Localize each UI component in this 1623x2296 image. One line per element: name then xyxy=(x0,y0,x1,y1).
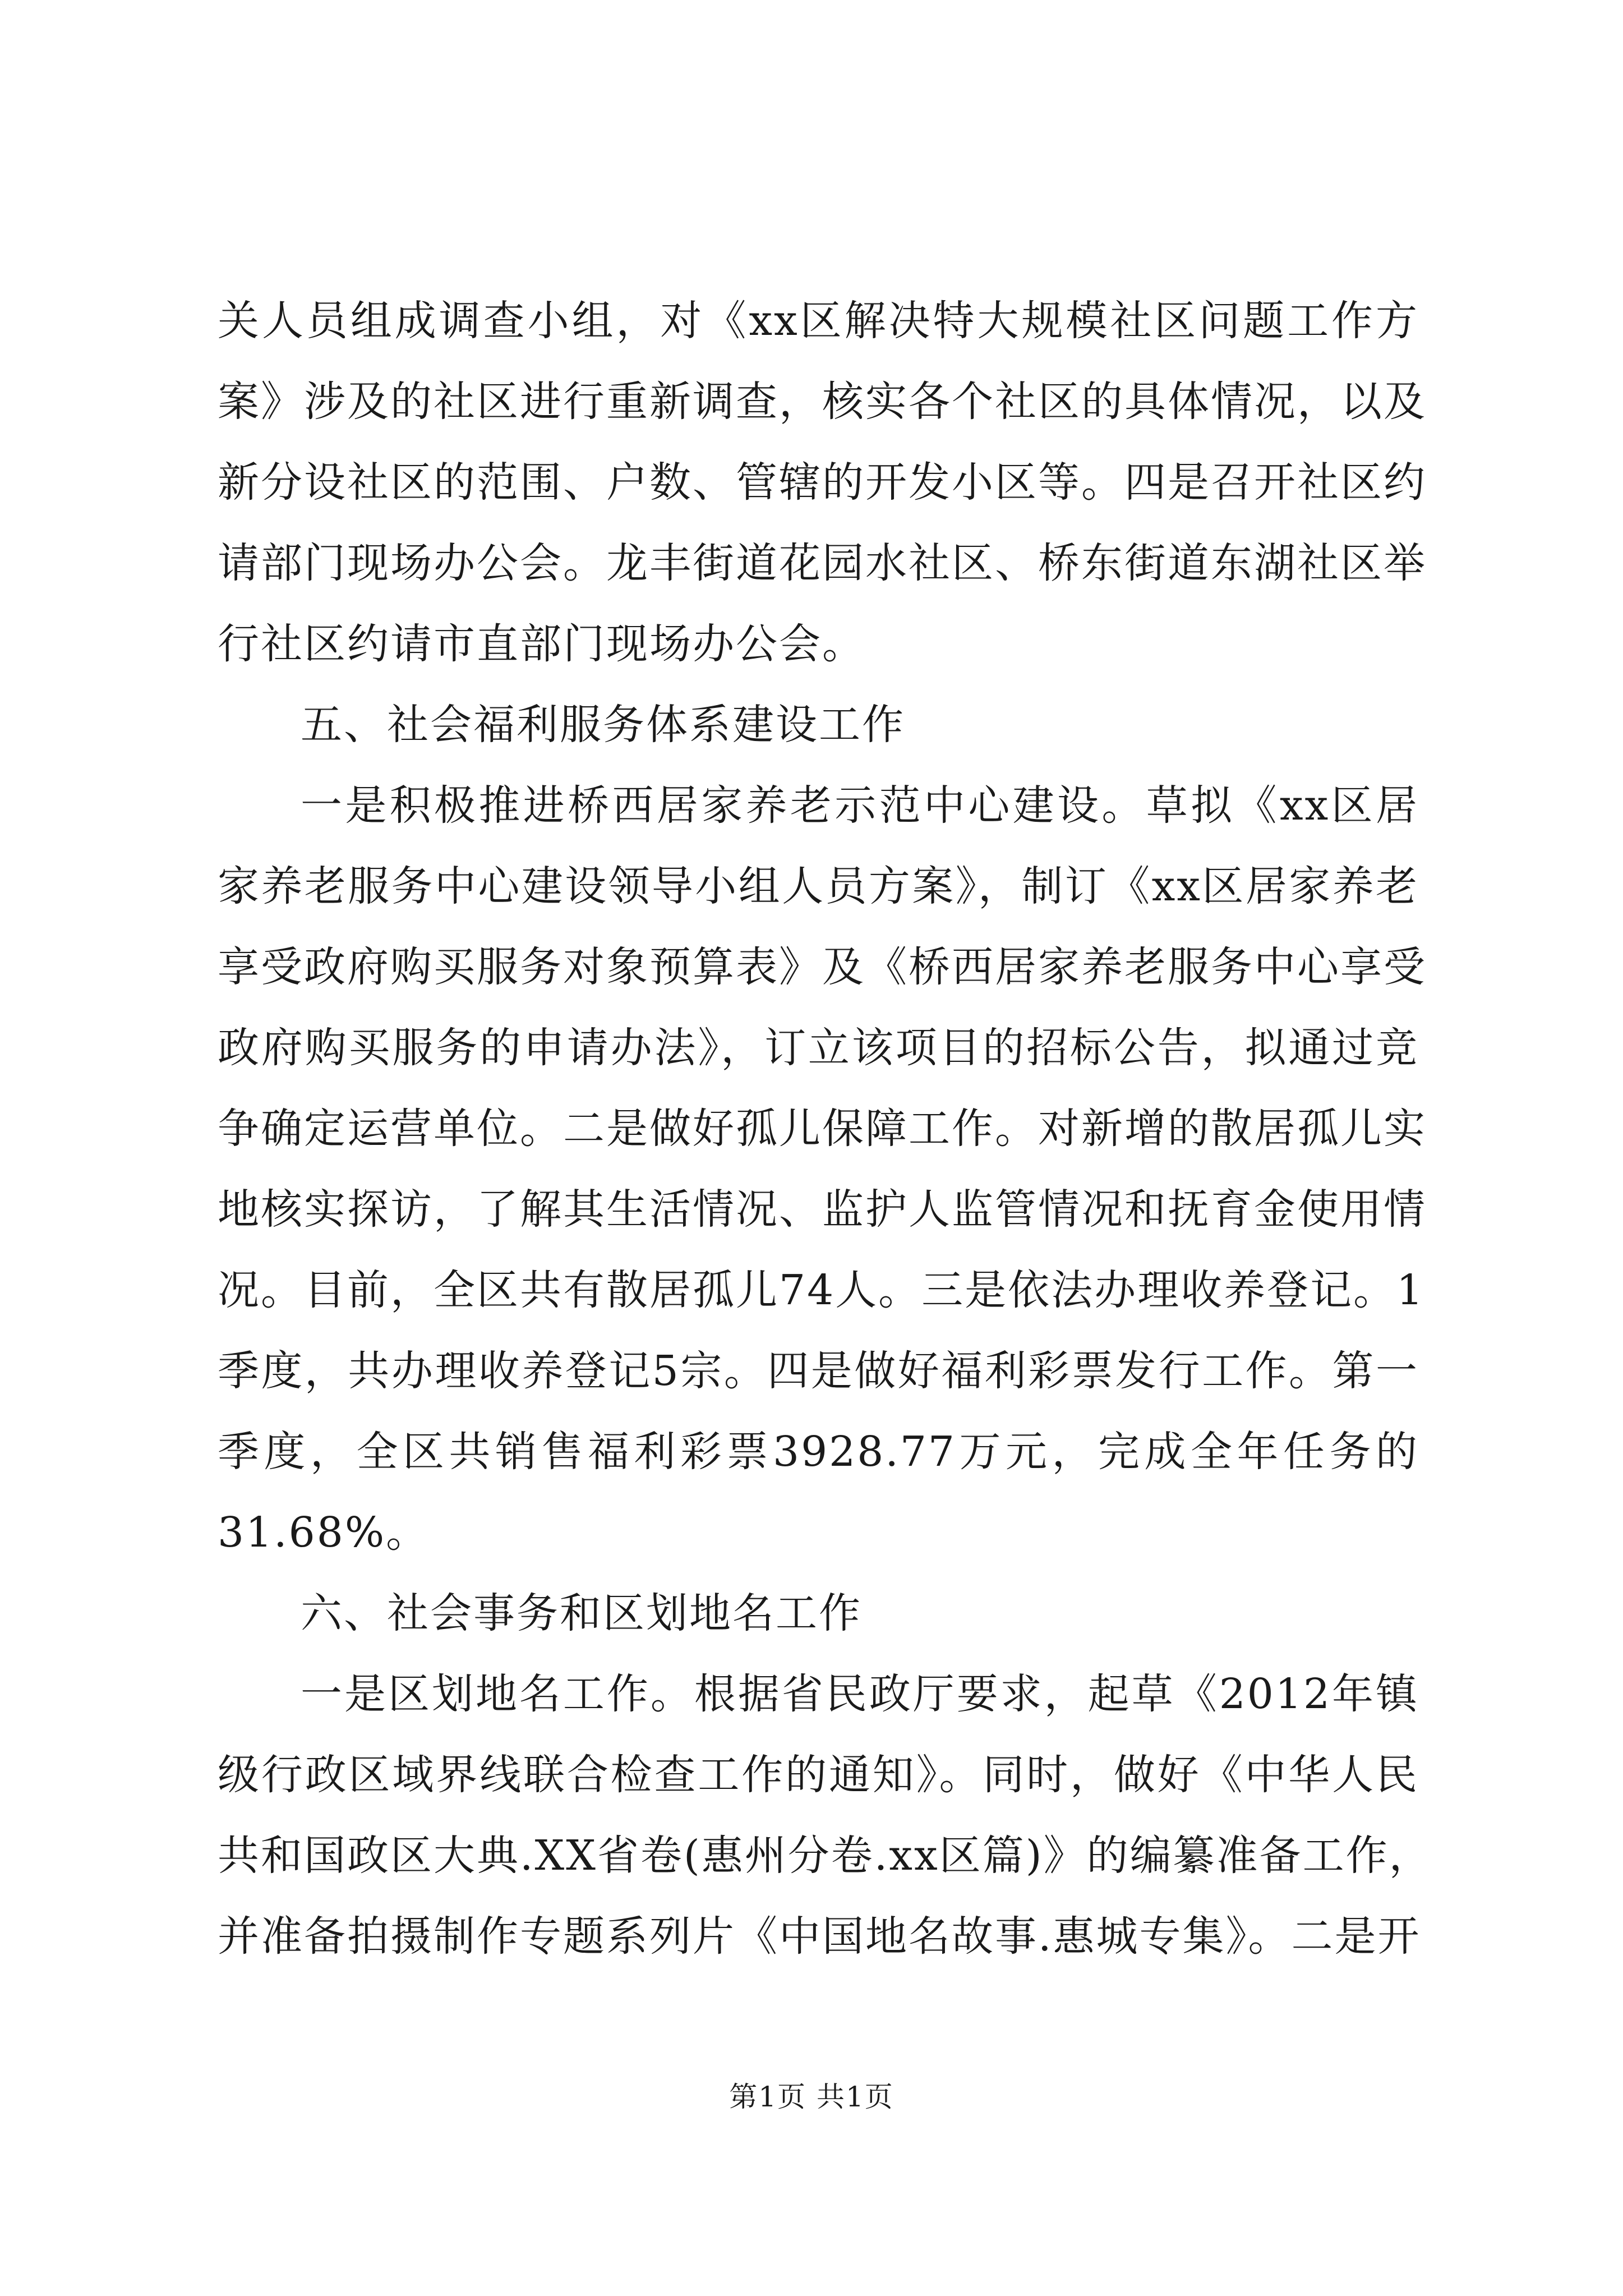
paragraph-line: 并准备拍摄制作专题系列片《中国地名故事.惠城专集》。二是开 xyxy=(218,1912,1421,1961)
paragraph-line: 行社区约请市直部门现场办公会。 xyxy=(218,620,865,668)
page-footer xyxy=(0,2080,1623,2114)
paragraph-line: 争确定运营单位。二是做好孤儿保障工作。对新增的散居孤儿实 xyxy=(218,1105,1427,1153)
paragraph-line: 政府购买服务的申请办法》，订立该项目的招标公告，拟通过竞 xyxy=(218,1024,1419,1072)
paragraph-line: 季度，共办理收养登记5宗。四是做好福利彩票发行工作。第一 xyxy=(218,1347,1419,1395)
paragraph-line: 案》涉及的社区进行重新调查，核实各个社区的具体情况，以及 xyxy=(218,378,1427,426)
page-number-label: 第1页 共1页 xyxy=(729,2081,894,2113)
paragraph-line: 级行政区域界线联合检查工作的通知》。同时，做好《中华人民 xyxy=(218,1751,1419,1799)
paragraph-line: 一是积极推进桥西居家养老示范中心建设。草拟《xx区居 xyxy=(301,781,1419,830)
paragraph-line: 共和国政区大典.XX省卷(惠州分卷.xx区篇)》的编纂准备工作， xyxy=(218,1832,1432,1880)
paragraph-line: 季度，全区共销售福利彩票3928.77万元，完成全年任务的 xyxy=(218,1428,1419,1476)
paragraph-line: 地核实探访，了解其生活情况、监护人监管情况和抚育金使用情 xyxy=(218,1185,1427,1234)
paragraph-line: 况。目前，全区共有散居孤儿74人。三是依法办理收养登记。1 xyxy=(218,1266,1425,1314)
paragraph-line: 请部门现场办公会。龙丰街道花园水社区、桥东街道东湖社区举 xyxy=(218,539,1427,587)
paragraph-line: 享受政府购买服务对象预算表》及《桥西居家养老服务中心享受 xyxy=(218,943,1427,991)
paragraph-line: 家养老服务中心建设领导小组人员方案》，制订《xx区居家养老 xyxy=(218,862,1419,910)
section-heading: 五、社会福利服务体系建设工作 xyxy=(301,701,905,749)
document-body xyxy=(218,280,1432,1977)
paragraph-line: 一是区划地名工作。根据省民政厅要求，起草《2012年镇 xyxy=(301,1670,1419,1718)
paragraph-line: 31.68%。 xyxy=(218,1508,430,1557)
paragraph-line: 新分设社区的范围、户数、管辖的开发小区等。四是召开社区约 xyxy=(218,458,1427,507)
section-heading: 六、社会事务和区划地名工作 xyxy=(301,1589,862,1637)
paragraph-line: 关人员组成调查小组，对《xx区解决特大规模社区问题工作方 xyxy=(218,297,1419,345)
